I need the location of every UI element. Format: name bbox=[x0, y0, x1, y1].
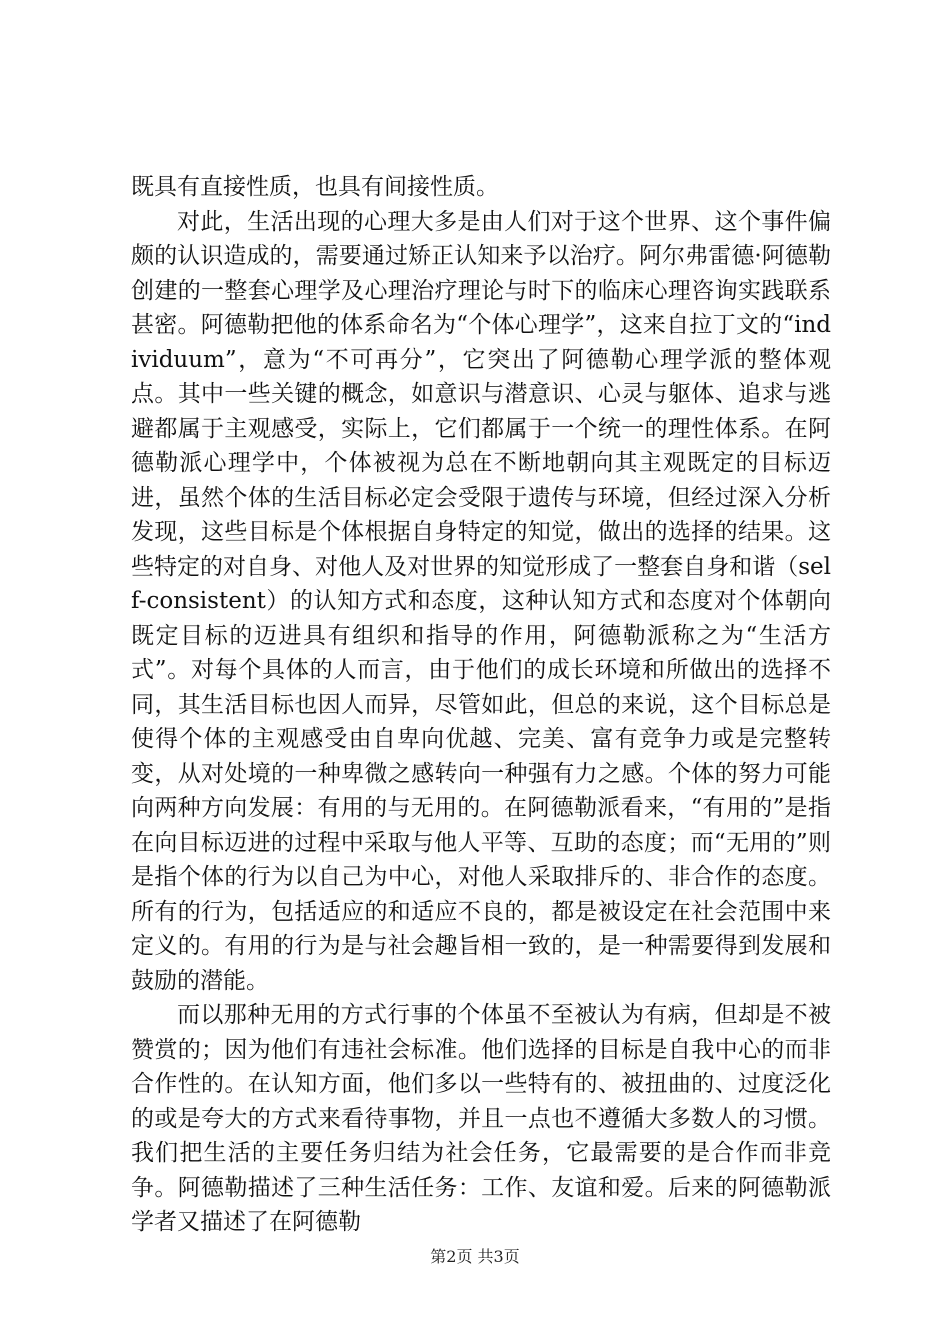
paragraph-1: 既具有直接性质，也具有间接性质。 bbox=[131, 174, 499, 200]
paragraph-3: 而以那种无用的方式行事的个体虽不至被认为有病，但却是不被赞赏的；因为他们有违社会标准。他们选择的目标是自我中心的而非合作性的。在认知方面，他们多以一些特有的、被扭曲的、过度泛化的或是夸大的方式来看待事物，并且一点也不遵循大多数人的习惯。我们把生活的主要任务归结为社会任务，它最需要的是合作而非竞争。阿德勒描述了三种生活任务：工作、友谊和爱。后来的阿德勒派学者又描述了在阿德勒 bbox=[131, 1002, 831, 1235]
paragraph-2: 对此，生活出现的心理大多是由人们对于这个世界、这个事件偏颇的认识造成的，需要通过矫正认知来予以治疗。阿尔弗雷德·阿德勒创建的一整套心理学及心理治疗理论与时下的临床心理咨询实践联系甚密。阿德勒把他的体系命名为“个体心理学”，这来自拉丁文的“individuum”，意为“不可再分”，它突出了阿德勒心理学派的整体观点。其中一些关键的概念，如意识与潜意识、心灵与躯体、追求与逃避都属于主观感受，实际上，它们都属于一个统一的理性体系。在阿德勒派心理学中，个体被视为总在不断地朝向其主观既定的目标迈进，虽然个体的生活目标必定会受限于遗传与环境，但经过深入分析发现，这些目标是个体根据自身特定的知觉，做出的选择的结果。这些特定的对自身、对他人及对世界的知觉形成了一整套自身和谐（self-consistent）的认知方式和态度，这种认知方式和态度对个体朝向既定目标的迈进具有组织和指导的作用，阿德勒派称之为“生活方式”。对每个具体的人而言，由于他们的成长环境和所做出的选择不同，其生活目标也因人而异，尽管如此，但总的来说，这个目标总是使得个体的主观感受由自卑向优越、完美、富有竞争力或是完整转变，从对处境的一种卑微之感转向一种强有力之感。个体的努力可能向两种方向发展：有用的与无用的。在阿德勒派看来，“有用的”是指在向目标迈进的过程中采取与他人平等、互助的态度；而“无用的”则是指个体的行为以自己为中心，对他人采取排斥的、非合作的态度。所有的行为，包括适应的和适应不良的，都是被设定在社会范围中来定义的。有用的行为是与社会趣旨相一致的，是一种需要得到发展和鼓励的潜能。 bbox=[131, 208, 831, 994]
body-text bbox=[131, 170, 831, 1240]
page-footer: 第2页 共3页 bbox=[430, 1247, 520, 1266]
